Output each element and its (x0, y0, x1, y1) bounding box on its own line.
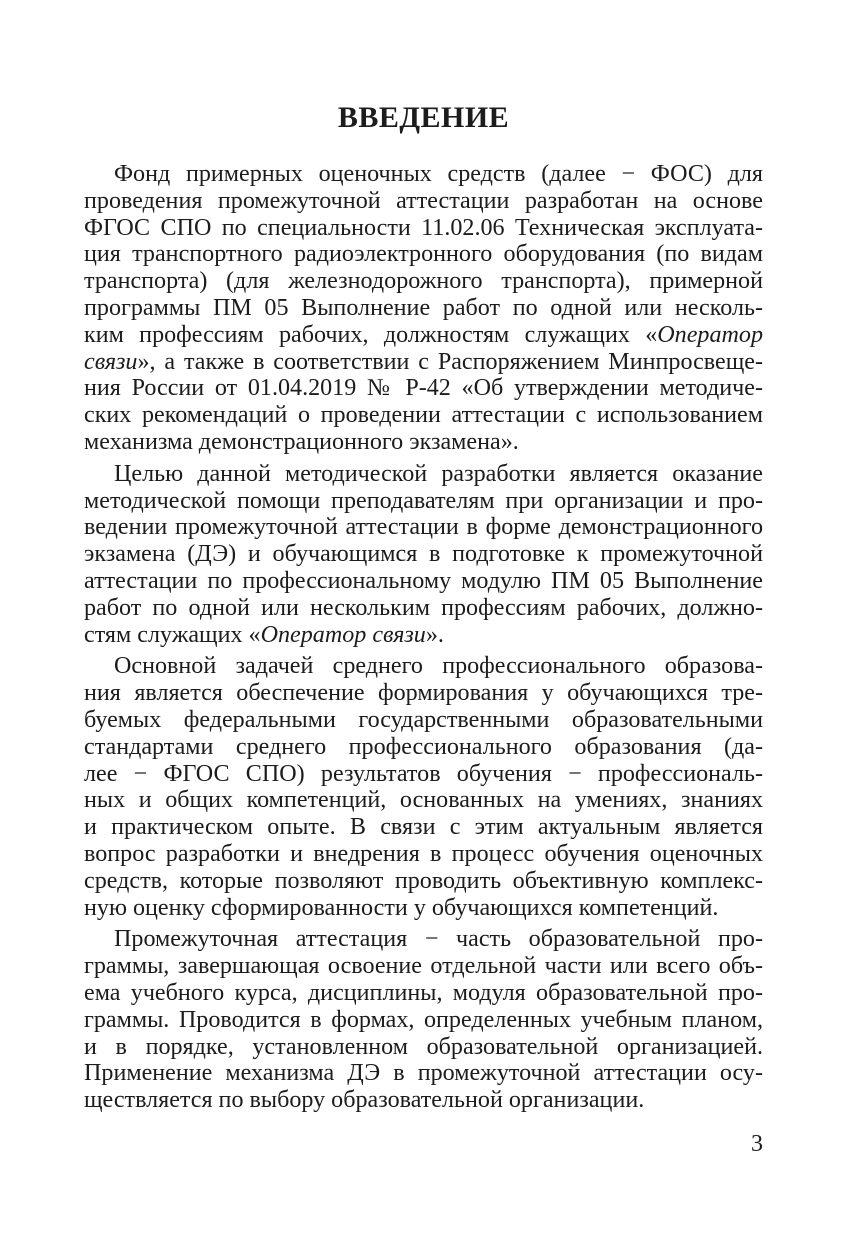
text-line: ных и общих компетенций, основанных на умениях, знаниях (84, 787, 763, 814)
text-line: ную оценку сформированности у обучающихся компетенций. (84, 894, 719, 921)
paragraph (84, 461, 763, 649)
text-line: и в порядке, установленном образовательной организацией. (84, 1033, 763, 1060)
text-line: механизма демонстрационного экзамена». (84, 428, 519, 455)
text-line: программы ПМ 05 Выполнение работ по одной или несколь- (84, 294, 763, 321)
page-number: 3 (751, 1131, 763, 1157)
text-line: связи», а также в соответствии с Распоряжением Минпросвеще- (84, 348, 763, 375)
text-line: ким профессиям рабочих, должностям служащих «Оператор (84, 321, 763, 348)
text-line: стям служащих «Оператор связи». (84, 621, 444, 648)
paragraph (84, 653, 763, 921)
text-line: ских рекомендаций о проведении аттестации с использованием (84, 402, 763, 429)
text-line: и практическом опыте. В связи с этим актуальным является (84, 814, 763, 841)
text-line: Применение механизма ДЭ в промежуточной аттестации осу- (84, 1060, 763, 1087)
text-line: Целью данной методической разработки является оказание (114, 460, 763, 487)
text-line: Промежуточная аттестация − часть образовательной про- (114, 926, 763, 953)
text-line: методической помощи преподавателям при организации и про- (84, 487, 763, 514)
text-line: ция транспортного радиоэлектронного оборудования (по видам (84, 241, 763, 268)
text-line: граммы. Проводится в формах, определенных учебным планом, (84, 1006, 763, 1033)
text-line: Основной задачей среднего профессионального образова- (114, 653, 763, 680)
text-line: лее − ФГОС СПО) результатов обучения − профессиональ- (84, 760, 763, 787)
text-line: Фонд примерных оценочных средств (далее − ФОС) для (114, 161, 763, 187)
text-line: ния России от 01.04.2019 № Р-42 «Об утверждении методиче- (84, 375, 763, 402)
text-line: проведения промежуточной аттестации разработан на основе (84, 187, 763, 214)
text-line: стандартами среднего профессионального образования (да- (84, 733, 763, 760)
body-text (84, 161, 763, 1119)
paragraph (84, 926, 763, 1114)
paragraph (84, 161, 763, 456)
text-line: аттестации по профессиональному модулю ПМ 05 Выполнение (84, 567, 763, 594)
text-line: экзамена (ДЭ) и обучающимся в подготовке к промежуточной (84, 541, 763, 568)
text-line: работ по одной или нескольким профессиям рабочих, должно- (84, 594, 763, 621)
text-line: ФГОС СПО по специальности 11.02.06 Техническая эксплуата- (84, 214, 763, 241)
text-line: ведении промежуточной аттестации в форме демонстрационного (84, 514, 763, 541)
text-line: ема учебного курса, дисциплины, модуля образовательной про- (84, 979, 763, 1006)
text-line: средств, которые позволяют проводить объективную комплекс- (84, 867, 763, 894)
text-line: граммы, завершающая освоение отдельной части или всего объ- (84, 953, 763, 980)
text-line: вопрос разработки и внедрения в процесс обучения оценочных (84, 840, 763, 867)
text-line: буемых федеральными государственными образовательными (84, 706, 763, 733)
text-line: ществляется по выбору образовательной организации. (84, 1087, 645, 1114)
text-line: транспорта) (для железнодорожного транспорта), примерной (84, 268, 763, 295)
page-heading: ВВЕДЕНИЕ (337, 101, 510, 134)
text-line: ния является обеспечение формирования у обучающихся тре- (84, 680, 763, 707)
